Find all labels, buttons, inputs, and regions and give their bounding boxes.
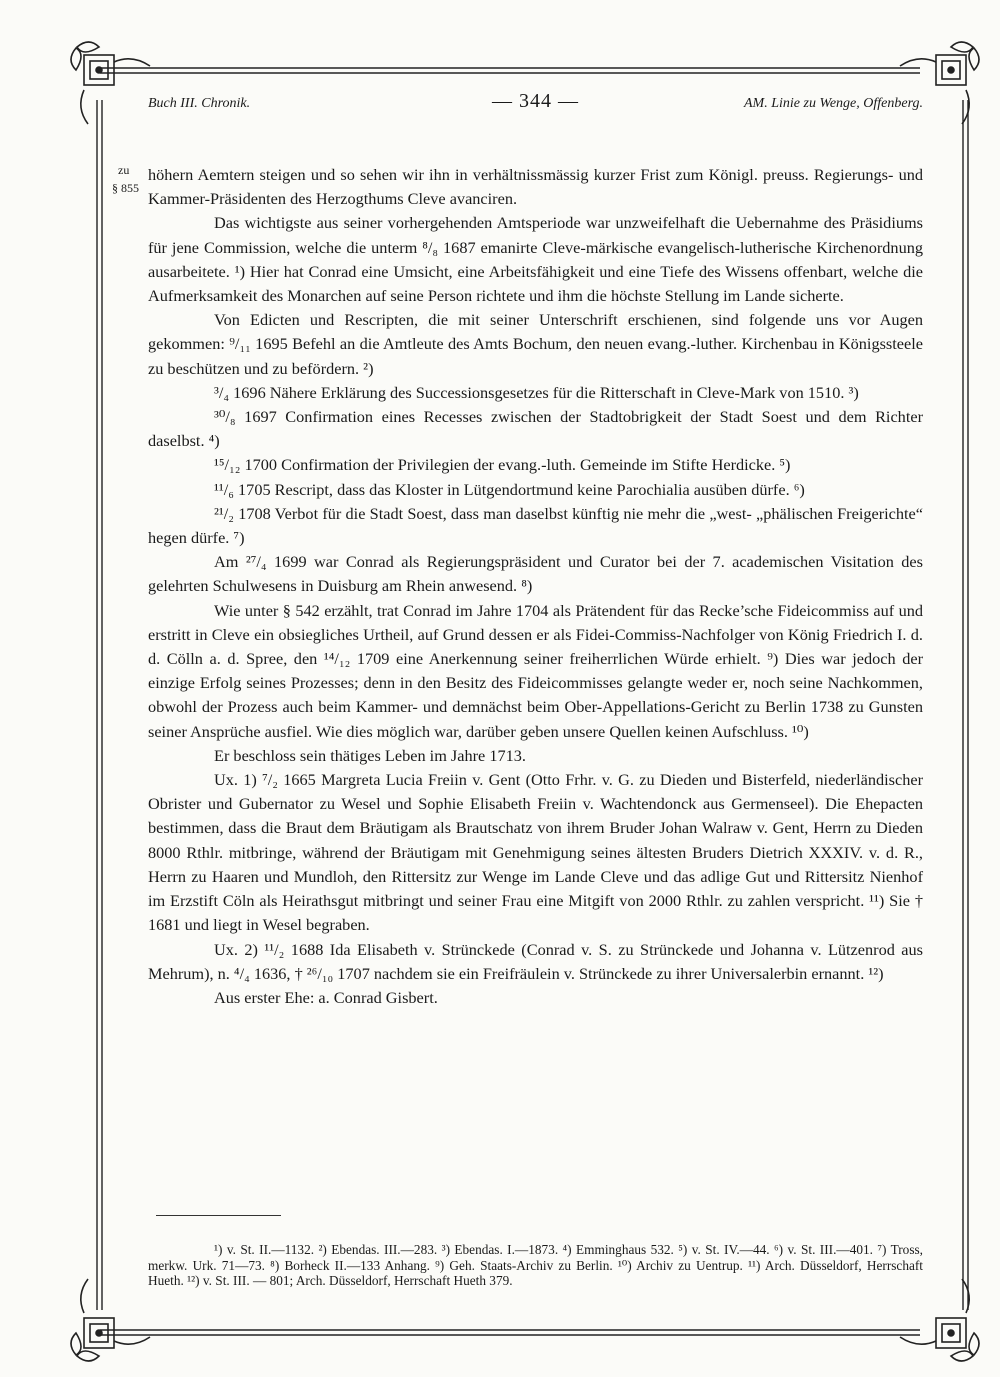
paragraph: Ux. 1) ⁷/₂ 1665 Margreta Lucia Freiin v. Gent (Otto Frhr. v. G. zu Dieden und Bisterfeld, niederländischer Obrister und Gubernator zu Wesel und Sophie Elisabeth Freiin v. Wachtendonck aus Germenseel). Die Ehepacten bestimmen, dass die Braut dem Bräutigam als Brautschatz von ihrem Bruder Johan Walraw v. Gent, Herrn zu Dieden 8000 Rthlr. mitbringe, während der Bräutigam mit Genehmigung seines ältesten Bruders Dietrich XXXIV. v. d. R., Herrn zu Haaren und Mundloh, den Rittersitz zur Wenge im Lande Cleve und das adlige Gut und Rittersitz Nienhof im Erzstift Cöln als Heirathsgut mitbringt und seiner Frau eine Mitgift von 2000 Rthlr. zu zahlen verspricht. ¹¹) Sie † 1681 und liegt in Wesel begraben. xyxy=(148,770,923,935)
paragraph: ²¹/₂ 1708 Verbot für die Stadt Soest, dass man daselbst künftig nie mehr die „west- „phälischen Freigerichte“ hegen dürfe. ⁷) xyxy=(148,503,923,548)
running-header xyxy=(148,90,923,120)
footnote-separator xyxy=(156,1215,281,1216)
paragraph: Am ²⁷/₄ 1699 war Conrad als Regierungspräsident und Curator bei der 7. academischen Visitation des gelehrten Schulwesens in Duisburg am Rhein anwesend. ⁸) xyxy=(148,552,923,596)
header-book-title: Buch III. Chronik. xyxy=(148,96,251,111)
corner-ornament-bottom-right xyxy=(900,1279,979,1361)
margin-note-zu: zu xyxy=(118,163,130,177)
paragraph: Von Edicten und Rescripten, die mit seiner Unterschrift erschienen, sind folgende uns vor Augen gekommen: ⁹/₁₁ 1695 Befehl an die Amtleute des Amts Bochum, den neuen evang.-luther. Kirchenbau in Königssteele zu beschützen und zu befördern. ²) xyxy=(148,310,923,378)
corner-ornament-bottom-left xyxy=(71,1279,150,1361)
paragraph: Ux. 2) ¹¹/₂ 1688 Ida Elisabeth v. Strünckede (Conrad v. S. zu Strünckede und Johanna v. Lützenrod aus Mehrum), n. ⁴/₄ 1636, † ²⁶/₁₀ 1707 nachdem sie ein Freifräulein v. Strünckede zu ihrer Universalerbin ernannt. ¹²) xyxy=(148,939,923,983)
corner-ornament-top-left xyxy=(71,42,150,124)
page-number: — 344 — xyxy=(492,90,579,112)
footnote-text: ¹) v. St. II.—1132. ²) Ebendas. III.—283. ³) Ebendas. I.—1873. ⁴) Emminghaus 532. ⁵) v. St. IV.—44. ⁶) v. St. III.—401. ⁷) Tross, merkw. Urk. 71—73. ⁸) Borheck II.—133 Anhang. ⁹) Geh. Staats-Archiv zu Berlin. ¹⁰) Archiv zu Uentrup. ¹¹) Arch. Düsseldorf, Herrschaft Hueth. ¹²) v. St. III. — 801; Arch. Düsseldorf, Herrschaft Hueth 379. xyxy=(148,1242,923,1288)
footnotes xyxy=(148,1242,923,1289)
paragraph: Das wichtigste aus seiner vorhergehenden Amtsperiode war unzweifelhaft die Uebernahme des Präsidiums für jene Commission, welche die unterm ⁸/₈ 1687 emanirte Cleve-märkische evangelisch-lutherische Kirchenordnung ausarbeitete. ¹) Hier hat Conrad eine Umsicht, eine Arbeitsfähigkeit und eine Tiefe des Wissens offenbart, welche die Aufmerksamkeit des Monarchen auf seine Person richtete und ihm die höchste Stellung im Lande sicherte. xyxy=(148,213,923,306)
paragraph: höhern Aemtern steigen und so sehen wir ihn in verhältnissmässig kurzer Frist zum Königl. preuss. Regierungs- und Kammer-Präsidenten des Herzogthums Cleve avanciren. xyxy=(148,165,923,209)
paragraph: Wie unter § 542 erzählt, trat Conrad im Jahre 1704 als Prätendent für das Recke’sche Fideicommiss auf und erstritt in Cleve ein obsiegliches Urtheil, auf Grund dessen er als Fidei-Commiss-Nachfolger von König Friedrich I. d. d. Cölln a. d. Spree, den ¹⁴/₁₂ 1709 eine Anerkennung seiner freiherrlichen Würde erhielt. ⁹) Dies war jedoch der einzige Erfolg seines Prozesses; denn in den Besitz des Fideicommisses gelangte weder er, noch seine Nachkommen, obwohl der Prozess auch beim Kammer- und demnächst beim Ober-Appellations-Gericht zu Berlin 1738 zu Gunsten seiner Ansprüche ausfiel. Wie dies möglich war, darüber geben unsere Quellen keinen Aufschluss. ¹⁰) xyxy=(148,600,923,741)
paragraph: Er beschloss sein thätiges Leben im Jahre 1713. xyxy=(214,745,526,765)
paragraph: ³⁰/₈ 1697 Confirmation eines Recesses zwischen der Stadtobrigkeit der Stadt Soest und dem Richter daselbst. ⁴) xyxy=(148,407,923,451)
paragraph: ¹¹/₆ 1705 Rescript, dass das Kloster in Lütgendortmund keine Parochialia ausüben dürfe. ⁶) xyxy=(214,479,805,499)
paragraph: ³/₄ 1696 Nähere Erklärung des Successionsgesetzes für die Ritterschaft in Cleve-Mark von 1510. ³) xyxy=(214,382,859,402)
paragraph: Aus erster Ehe: a. Conrad Gisbert. xyxy=(214,987,438,1007)
paragraph: ¹⁵/₁₂ 1700 Confirmation der Privilegien der evang.-luth. Gemeinde im Stifte Herdicke. ⁵) xyxy=(214,455,791,475)
header-section-title: AM. Linie zu Wenge, Offenberg. xyxy=(744,96,923,111)
margin-note-section: § 855 xyxy=(112,181,139,195)
main-text xyxy=(148,163,923,1010)
